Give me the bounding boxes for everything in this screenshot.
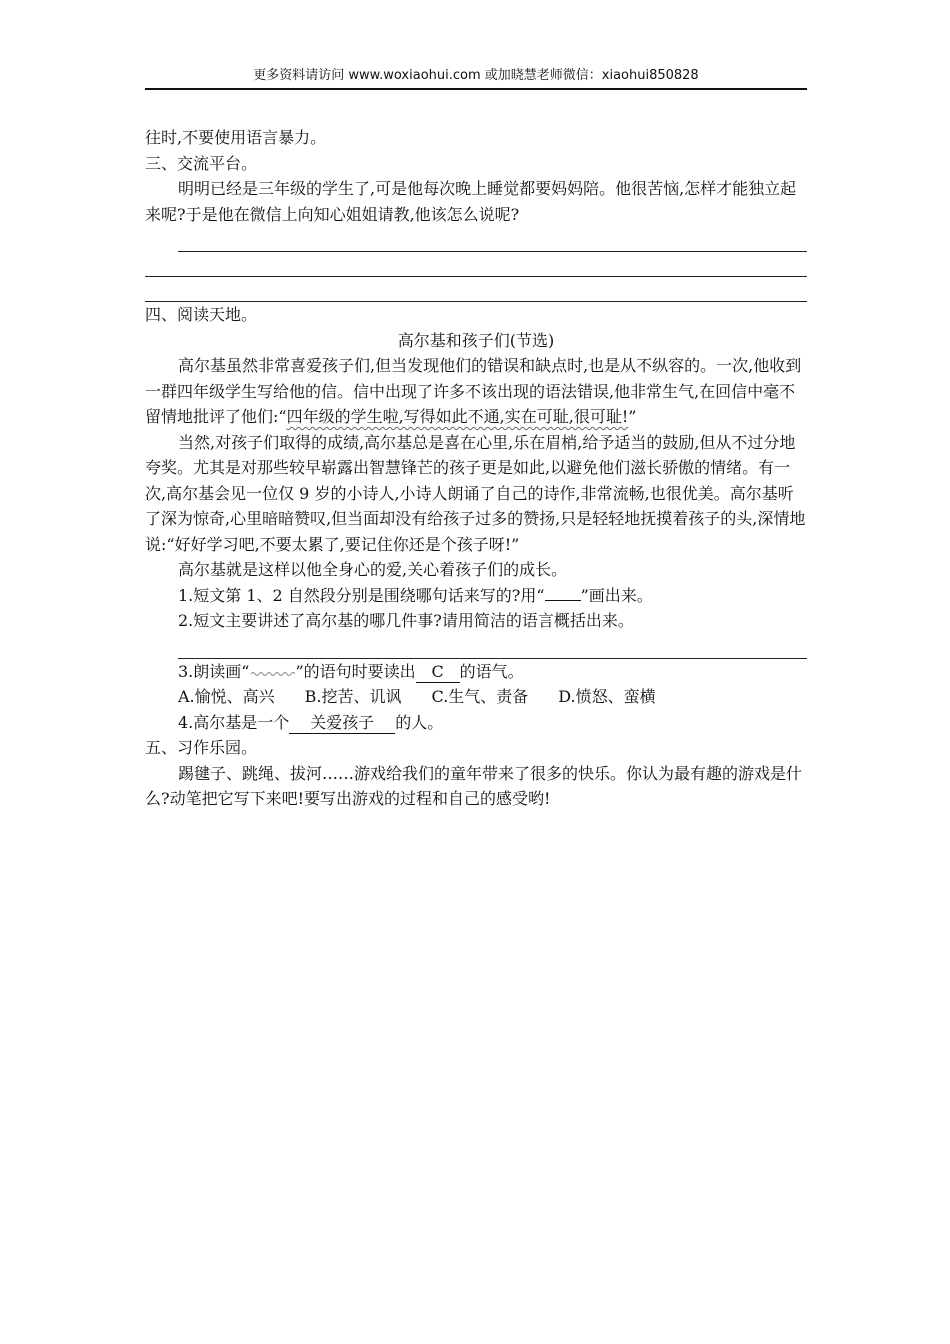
- page-header: [145, 66, 807, 90]
- question-2: 2.短文主要讲述了高尔基的哪几件事?请用简洁的语言概括出来。: [178, 611, 634, 630]
- section2-tail: 往时,不要使用语言暴力。: [145, 128, 327, 147]
- answer-blank-q4[interactable]: 关爱孩子: [289, 713, 395, 734]
- question-3-end: 的语气。: [459, 661, 524, 681]
- question-1-text: 1.短文第 1、2 自然段分别是围绕哪句话来写的?用“: [178, 585, 545, 605]
- passage-paragraph-1: [145, 353, 807, 430]
- paragraph-1-end: ”: [628, 407, 637, 426]
- passage-paragraph-2: 当然,对孩子们取得的成绩,高尔基总是喜在心里,乐在眉梢,给予适当的鼓励,但从不过分地夸奖。尤其是对那些较早崭露出智慧锋芒的孩子更是如此,以避免他们滋长骄傲的情绪。有一次,高尔基会见一位仅 9 岁的小诗人,小诗人朗诵了自己的诗作,非常流畅,也很优美。高尔基听了深为惊奇,心里暗暗赞叹,但当面却没有给孩子过多的赞扬,只是轻轻地抚摸着孩子的头,深情地说:“好好学习吧,不要太累了,要记住你还是个孩子呀!”: [145, 432, 806, 554]
- option-list: [145, 684, 807, 710]
- wavy-line-symbol: [249, 659, 295, 674]
- question-3-middle: ”的语句时要读出: [295, 661, 416, 681]
- question-4: [145, 710, 807, 736]
- answer-line[interactable]: [178, 634, 807, 659]
- section3-heading: 三、交流平台。: [145, 153, 258, 173]
- wavy-underlined-quote: 四年级的学生啦,写得如此不通,实在可耻,很可耻!: [286, 407, 629, 426]
- passage-paragraph-3: 高尔基就是这样以他全身心的爱,关心着孩子们的成长。: [178, 560, 568, 579]
- question-3-text: 3.朗读画“: [178, 661, 250, 681]
- question-4-text: 4.高尔基是一个: [178, 712, 290, 732]
- paragraph-1-text: 高尔基虽然非常喜爱孩子们,但当发现他们的错误和缺点时,也是从不纵容的。一次,他收到一群四年级学生写给他的信。信中出现了许多不该出现的语法错误,他非常生气,在回信中毫不留情地批评了他们:“: [145, 356, 802, 426]
- section5-heading: 五、习作乐园。: [145, 738, 258, 757]
- worksheet-body: [145, 125, 807, 812]
- section4-heading: 四、阅读天地。: [145, 305, 258, 324]
- question-4-end: 的人。: [395, 712, 444, 732]
- answer-line[interactable]: [145, 277, 807, 302]
- passage-title: 高尔基和孩子们(节选): [397, 330, 555, 350]
- option-b[interactable]: B.挖苦、讥讽: [304, 687, 402, 706]
- option-a[interactable]: A.愉悦、高兴: [178, 687, 275, 706]
- option-c[interactable]: C.生气、责备: [431, 687, 529, 706]
- answer-line[interactable]: [178, 227, 807, 252]
- section5-prompt: 踢毽子、跳绳、拔河……游戏给我们的童年带来了很多的快乐。你认为最有趣的游戏是什么?动笔把它写下来吧!要写出游戏的过程和自己的感受哟!: [145, 763, 803, 808]
- underline-symbol: [545, 585, 581, 601]
- question-1: [145, 583, 807, 609]
- question-1-end: ”画出来。: [580, 585, 653, 605]
- answer-blank-q3[interactable]: C: [416, 662, 460, 683]
- option-d[interactable]: D.愤怒、蛮横: [558, 687, 656, 706]
- header-text: 更多资料请访问 www.woxiaohui.com 或加晓慧老师微信：xiaohui850828: [253, 68, 699, 83]
- answer-line[interactable]: [145, 252, 807, 277]
- section3-prompt: 明明已经是三年级的学生了,可是他每次晚上睡觉都要妈妈陪。他很苦恼,怎样才能独立起来呢?于是他在微信上向知心姐姐请教,他该怎么说呢?: [145, 179, 797, 224]
- question-3: [145, 659, 807, 685]
